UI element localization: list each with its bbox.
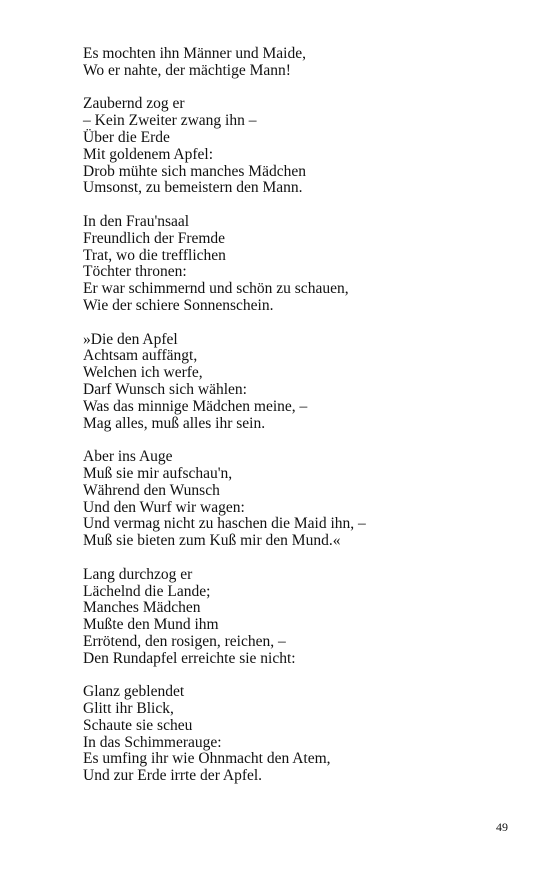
stanza-2 bbox=[83, 96, 523, 197]
stanza-5 bbox=[83, 449, 523, 550]
poem-line: Freundlich der Fremde bbox=[83, 229, 226, 247]
poem-line: Und zur Erde irrte der Apfel. bbox=[83, 767, 263, 785]
poem-line: Wie der schiere Sonnenschein. bbox=[83, 296, 274, 314]
poem-line: Glanz geblendet bbox=[83, 683, 185, 701]
poem-line: Und vermag nicht zu haschen die Maid ihn, – bbox=[83, 515, 366, 533]
poem-line: Schaute sie scheu bbox=[83, 716, 193, 734]
poem-line: Es mochten ihn Männer und Maide, bbox=[83, 45, 306, 62]
poem-line: Wo er nahte, der mächtige Mann! bbox=[83, 61, 291, 79]
poem-line: Mit goldenem Apfel: bbox=[83, 145, 214, 163]
poem-line: Über die Erde bbox=[83, 128, 170, 146]
poem-line: Umsonst, zu bemeistern den Mann. bbox=[83, 179, 303, 197]
poem-line: Trat, wo die trefflichen bbox=[83, 246, 226, 264]
poem-line: Muß sie bieten zum Kuß mir den Mund.« bbox=[83, 532, 341, 550]
poem-line: – Kein Zweiter zwang ihn – bbox=[83, 112, 257, 130]
poem-line: Muß sie mir aufschau'n, bbox=[83, 464, 233, 482]
poem-text bbox=[83, 46, 523, 802]
stanza-4 bbox=[83, 332, 523, 433]
stanza-3 bbox=[83, 214, 523, 315]
poem-line: Achtsam auffängt, bbox=[83, 347, 198, 365]
poem-line: Mag alles, muß alles ihr sein. bbox=[83, 414, 266, 432]
poem-line: »Die den Apfel bbox=[83, 330, 178, 348]
poem-line: Glitt ihr Blick, bbox=[83, 700, 174, 718]
poem-line: Was das minnige Mädchen meine, – bbox=[83, 397, 308, 415]
poem-line: Töchter thronen: bbox=[83, 263, 187, 281]
poem-line: Drob mühte sich manches Mädchen bbox=[83, 162, 306, 180]
poem-line: Lang durchzog er bbox=[83, 565, 193, 583]
poem-line: Lächelnd die Lande; bbox=[83, 582, 211, 600]
stanza-6 bbox=[83, 567, 523, 668]
stanza-7 bbox=[83, 684, 523, 785]
poem-line: Den Rundapfel erreichte sie nicht: bbox=[83, 649, 296, 667]
poem-line: Welchen ich werfe, bbox=[83, 364, 203, 382]
poem-line: Und den Wurf wir wagen: bbox=[83, 498, 245, 516]
poem-line: Aber ins Auge bbox=[83, 448, 173, 466]
poem-line: Während den Wunsch bbox=[83, 481, 220, 499]
poem-line: Darf Wunsch sich wählen: bbox=[83, 380, 247, 398]
poem-line: Mußte den Mund ihm bbox=[83, 616, 219, 634]
poem-line: In das Schimmerauge: bbox=[83, 733, 222, 751]
poem-line: Es umfing ihr wie Ohnmacht den Atem, bbox=[83, 750, 331, 768]
poem-line: In den Frau'nsaal bbox=[83, 212, 190, 230]
poem-line: Er war schimmernd und schön zu schauen, bbox=[83, 280, 349, 298]
stanza-1 bbox=[83, 46, 523, 80]
poem-line: Errötend, den rosigen, reichen, – bbox=[83, 632, 286, 650]
poem-line: Manches Mädchen bbox=[83, 599, 201, 617]
page-number: 49 bbox=[496, 820, 508, 834]
poem-line: Zaubernd zog er bbox=[83, 95, 185, 113]
